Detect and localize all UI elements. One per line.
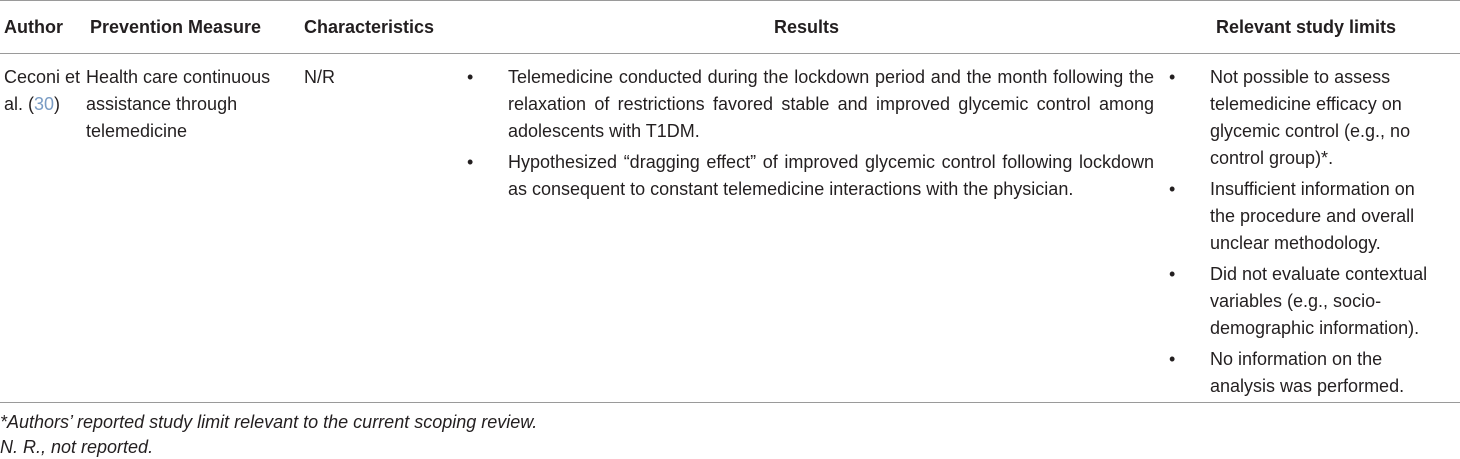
limits-item-text: Insufficient information on the procedure and overall unclear methodology. — [1210, 179, 1415, 253]
results-item — [467, 149, 1154, 203]
limits-list — [1169, 64, 1438, 404]
footnote-study-limit: *Authors’ reported study limit relevant to the current scoping review. — [0, 412, 538, 432]
limits-item — [1169, 176, 1438, 257]
limits-item-text: Not possible to assess telemedicine efficacy on glycemic control (e.g., no control group)*. — [1210, 67, 1411, 168]
header-author: Author — [4, 17, 63, 37]
author-cell — [4, 64, 82, 118]
results-item — [467, 64, 1154, 145]
author-name: Ceconi et al. ( — [4, 67, 81, 114]
results-item-text: Telemedicine conducted during the lockdown period and the month following the relaxation of restrictions favored stable and improved glycemic control among adolescents with T1DM. — [508, 67, 1154, 141]
bullet-icon: • — [467, 152, 474, 172]
limits-item-text: No information on the analysis was performed. — [1210, 349, 1405, 396]
results-list — [467, 64, 1154, 207]
bullet-icon: • — [1169, 264, 1176, 284]
header-rule — [0, 53, 1460, 54]
table-bottom-rule — [0, 402, 1460, 403]
limits-item — [1169, 346, 1438, 400]
characteristics-cell: N/R — [304, 67, 335, 87]
header-relevant-study-limits: Relevant study limits — [1216, 17, 1397, 37]
bullet-icon: • — [1169, 67, 1176, 87]
limits-item — [1169, 261, 1438, 342]
header-characteristics: Characteristics — [304, 17, 435, 37]
table-top-rule — [0, 0, 1460, 1]
author-close-paren: ) — [54, 94, 61, 114]
bullet-icon: • — [1169, 179, 1176, 199]
header-prevention-measure: Prevention Measure — [90, 17, 262, 37]
limits-item — [1169, 64, 1438, 172]
limits-item-text: Did not evaluate contextual variables (e.g., socio-demographic information). — [1210, 264, 1428, 338]
bullet-icon: • — [1169, 349, 1176, 369]
bullet-icon: • — [467, 67, 474, 87]
prevention-measure-cell: Health care continuous assistance through telemedicine — [86, 67, 271, 141]
footnote-not-reported: N. R., not reported. — [0, 437, 154, 457]
reference-link[interactable]: 30 — [34, 94, 55, 114]
results-item-text: Hypothesized “dragging effect” of improved glycemic control following lockdown as consequent to constant telemedicine interactions with the physician. — [508, 152, 1154, 199]
header-results: Results — [774, 17, 840, 37]
